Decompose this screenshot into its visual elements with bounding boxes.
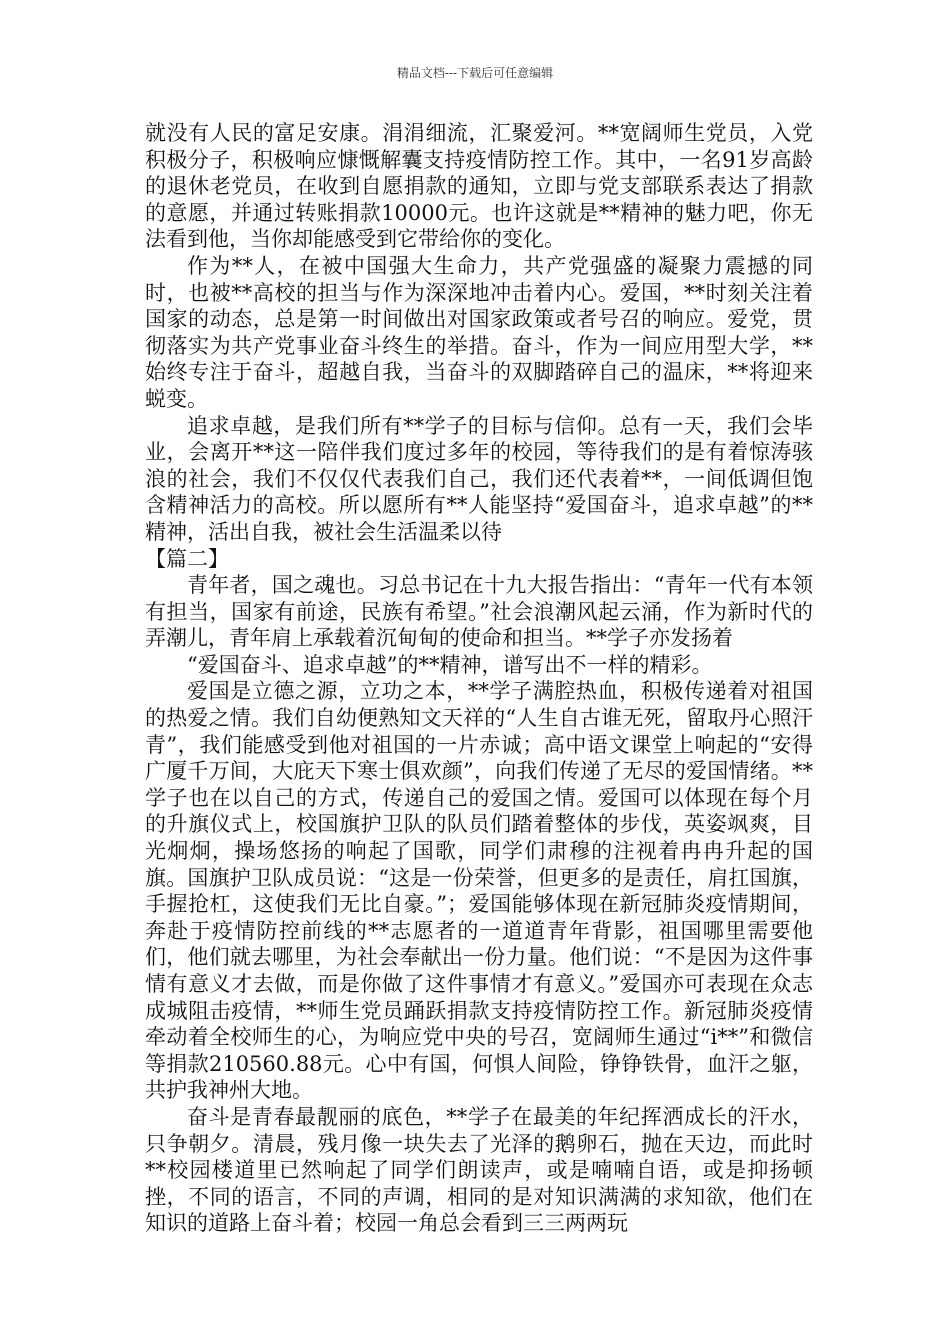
paragraph: 奋斗是青春最靓丽的底色，**学子在最美的年纪挥洒成长的汗水，只争朝夕。清晨，残月像一块失去了光泽的鹅卵石，抛在天边，而此时**校园楼道里已然响起了同学们朗读声，或是喃喃自语，或是抑扬顿挫，不同的语言，不同的声调，相同的是对知识满满的求知欲，他们在知识的道路上奋斗着；校园一角总会看到三三两两玩	[145, 1104, 813, 1236]
paragraph: “爱国奋斗、追求卓越”的**精神，谱写出不一样的精彩。	[187, 652, 713, 677]
paragraph: 追求卓越，是我们所有**学子的目标与信仰。总有一天，我们会毕业，会离开**这一陪伴我们度过多年的校园，等待我们的是有着惊涛骇浪的社会，我们不仅仅代表我们自己，我们还代表着**，一间低调但饱含精神活力的高校。所以愿所有**人能坚持“爱国奋斗，追求卓越”的**精神，活出自我，被社会生活温柔以待	[145, 413, 813, 544]
paragraph: 作为**人，在被中国强大生命力，共产党强盛的凝聚力震撼的同时，也被**高校的担当与作为深深地冲击着内心。爱国，**时刻关注着国家的动态，总是第一时间做出对国家政策或者号召的响应。爱党，贯彻落实为共产党事业奋斗终生的举措。奋斗，作为一间应用型大学，**始终专注于奋斗，超越自我，当奋斗的双脚踏碎自己的温床，**将迎来蜕变。	[145, 253, 813, 411]
paragraph: 青年者，国之魂也。习总书记在十九大报告指出：“青年一代有本领有担当，国家有前途，民族有希望。”社会浪潮风起云涌，作为新时代的弄潮儿，青年肩上承载着沉甸甸的使命和担当。**学子亦发扬着	[145, 573, 813, 651]
document-body	[145, 120, 813, 1237]
page-header: 精品文档---下载后可任意编辑	[396, 66, 554, 80]
paragraph: 爱国是立德之源，立功之本，**学子满腔热血，积极传递着对祖国的热爱之情。我们自幼便熟知文天祥的“人生自古谁无死，留取丹心照汗青”，我们能感受到他对祖国的一片赤诚；高中语文课堂上响起的“安得广厦千万间，大庇天下寒士俱欢颜”，向我们传递了无尽的爱国情绪。**学子也在以自己的方式，传递自己的爱国之情。爱国可以体现在每个月的升旗仪式上，校国旗护卫队的队员们踏着整体的步伐，英姿飒爽，目光炯炯，操场悠扬的响起了国歌，同学们肃穆的注视着冉冉升起的国旗。国旗护卫队成员说：“这是一份荣誉，但更多的是责任，肩扛国旗，手握抢杠，这使我们无比自豪。”；爱国能够体现在新冠肺炎疫情期间，奔赴于疫情防控前线的**志愿者的一道道青年背影，祖国哪里需要他们，他们就去哪里，为社会奉献出一份力量。他们说：“不是因为这件事情有意义才去做，而是你做了这件事情才有意义。”爱国亦可表现在众志成城阻击疫情，**师生党员踊跃捐款支持疫情防控工作。新冠肺炎疫情牵动着全校师生的心，为响应党中央的号召，宽阔师生通过“i**”和微信等捐款210560.88元。心中有国，何惧人间险，铮铮铁骨，血汗之躯，共护我神州大地。	[145, 679, 813, 1103]
paragraph-continuation: 就没有人民的富足安康。涓涓细流，汇聚爱河。**宽阔师生党员，入党积极分子，积极响应慷慨解囊支持疫情防控工作。其中，一名91岁高龄的退休老党员，在收到自愿捐款的通知，立即与党支部联系表达了捐款的意愿，并通过转账捐款10000元。也许这就是**精神的魅力吧，你无法看到他，当你却能感受到它带给你的变化。	[145, 121, 813, 252]
section-heading: 【篇二】	[145, 546, 229, 571]
